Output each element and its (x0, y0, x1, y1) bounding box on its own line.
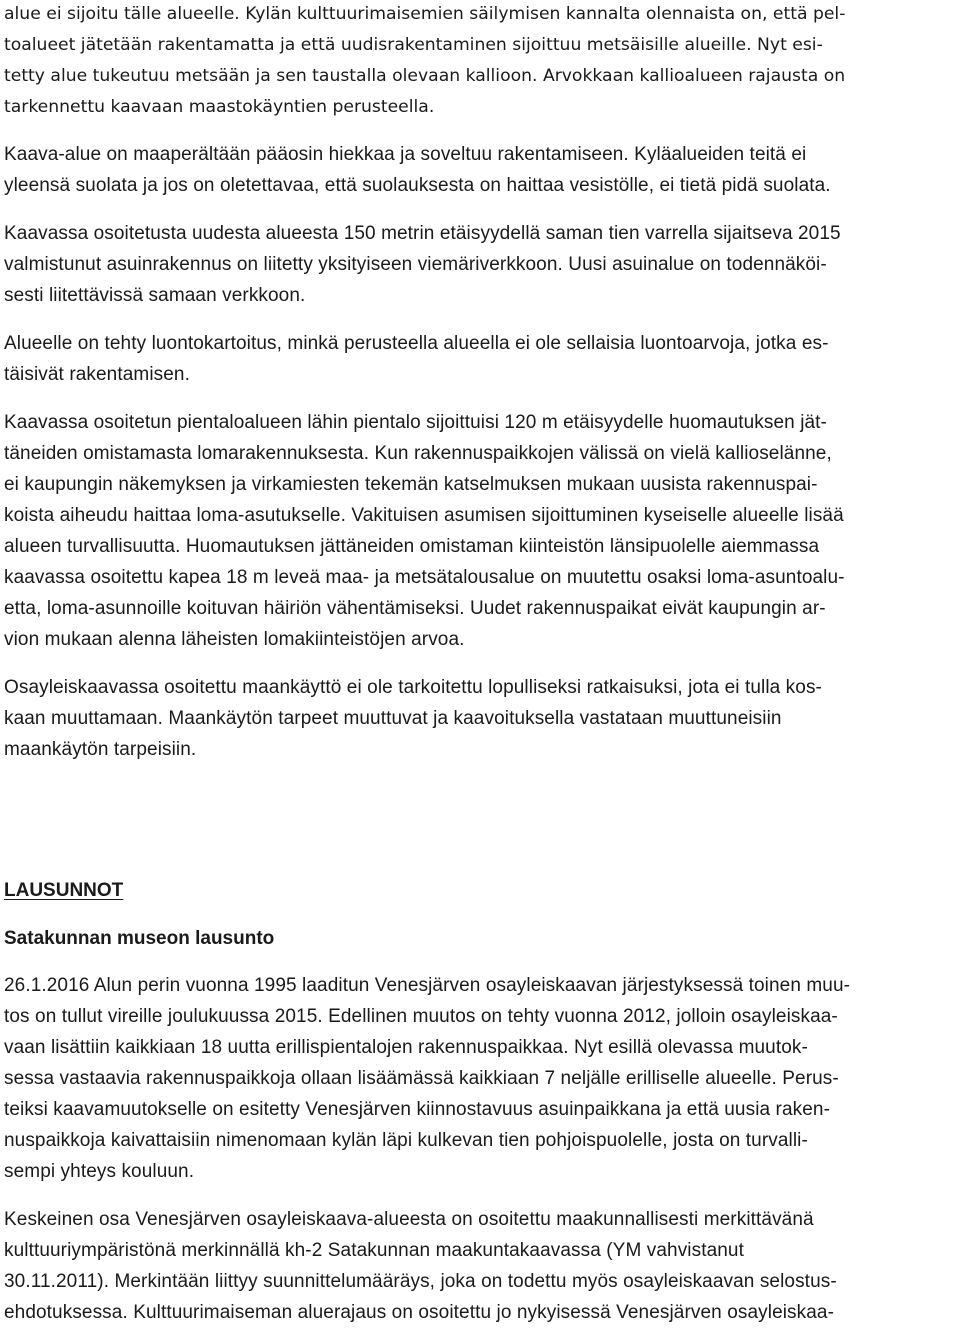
text-line: yleensä suolata ja jos on oletettavaa, että suolauksesta on haittaa vesistölle, ei tietä pidä suolata. (4, 175, 831, 196)
text-line: Osayleiskaavassa osoitettu maankäyttö ei ole tarkoitettu lopulliseksi ratkaisuksi, jota ei tulla kos- (4, 677, 822, 698)
text-line: Alueelle on tehty luontokartoitus, minkä perusteella alueella ei ole sellaisia luontoarvoja, jotka es- (4, 333, 829, 354)
section-heading: LAUSUNNOT (4, 880, 124, 901)
text-line: koista aiheudu haittaa loma-asutukselle. Vakituisen asumisen sijoittuminen kyseiselle alueelle lisää (4, 505, 844, 526)
text-line: kaan muuttamaan. Maankäytön tarpeet muuttuvat ja kaavoituksella vastataan muuttuneisiin (4, 708, 782, 729)
text-line: ehdotuksessa. Kulttuurimaiseman aluerajaus on osoitettu jo nykyisessä Venesjärven osayleiskaa- (4, 1302, 835, 1323)
text-line: sessa vastaavia rakennuspaikkoja ollaan lisäämässä kaikkiaan 7 neljälle erilliselle alueelle. Perus- (4, 1068, 839, 1089)
text-line: vion mukaan alenna läheisten lomakiinteistöjen arvoa. (4, 629, 465, 650)
text-line: tos on tullut vireille joulukuussa 2015. Edellinen muutos on tehty vuonna 2012, jolloin osayleiskaa- (4, 1006, 838, 1027)
text-line: sesti liitettävissä samaan verkkoon. (4, 285, 306, 306)
text-line: kaavassa osoitettu kapea 18 m leveä maa- ja metsätalousalue on muutettu osaksi loma-asuntoalu- (4, 567, 845, 588)
text-line: 30.11.2011). Merkintään liittyy suunnittelumääräys, joka on todettu myös osayleiskaavan selostus- (4, 1271, 837, 1292)
text-line: Kaavassa osoitetun pientaloalueen lähin pientalo sijoittuisi 120 m etäisyydelle huomautuksen jät- (4, 412, 827, 433)
text-line: Kaavassa osoitetusta uudesta alueesta 150 metrin etäisyydellä saman tien varrella sijaitseva 2015 (4, 223, 841, 244)
text-line: nuspaikkoja kaivattaisiin nimenomaan kylän läpi kulkevan tien pohjoispuolelle, josta on turvalli- (4, 1130, 808, 1151)
text-line: Kaava-alue on maaperältään pääosin hiekkaa ja soveltuu rakentamiseen. Kyläalueiden teitä ei (4, 144, 807, 165)
text-line: toalueet jätetään rakentamatta ja että uudisrakentaminen sijoittuu metsäisille alueille. Nyt esi- (4, 35, 823, 55)
text-line: kulttuuriympäristönä merkinnällä kh-2 Satakunnan maakuntakaavassa (YM vahvistanut (4, 1240, 744, 1261)
text-line: 26.1.2016 Alun perin vuonna 1995 laaditun Venesjärven osayleiskaavan järjestyksessä toinen muu- (4, 975, 851, 996)
text-line: sempi yhteys kouluun. (4, 1161, 195, 1182)
text-line: tetty alue tukeutuu metsään ja sen taustalla olevaan kallioon. Arvokkaan kallioalueen rajausta on (4, 66, 846, 86)
text-line: Keskeinen osa Venesjärven osayleiskaava-alueesta on osoitettu maakunnallisesti merkittävänä (4, 1209, 814, 1230)
text-line: valmistunut asuinrakennus on liitetty yksityiseen viemäriverkkoon. Uusi asuinalue on todennäköi- (4, 254, 827, 275)
text-line: alue ei sijoitu tälle alueelle. Kylän kulttuurimaisemien säilymisen kannalta olennaista on, että pel- (4, 4, 846, 24)
text-line: ei kaupungin näkemyksen ja virkamiesten tekemän katselmuksen mukaan uusista rakennuspai- (4, 474, 818, 495)
text-line: etta, loma-asunnoille koituvan häiriön vähentämiseksi. Uudet rakennuspaikat eivät kaupungin ar- (4, 598, 826, 619)
subheading: Satakunnan museon lausunto (4, 928, 275, 949)
text-line: täisivät rakentamisen. (4, 364, 190, 385)
text-line: täneiden omistamasta lomarakennuksesta. Kun rakennuspaikkojen välissä on vielä kallioselänne, (4, 443, 832, 464)
text-line: tarkennettu kaavaan maastokäyntien perusteella. (4, 97, 435, 117)
text-line: alueen turvallisuutta. Huomautuksen jättäneiden omistaman kiinteistön länsipuolelle aiemmassa (4, 536, 820, 557)
text-line: vaan lisättiin kaikkiaan 18 uutta erillispientalojen rakennuspaikkaa. Nyt esillä olevassa muutok- (4, 1037, 808, 1058)
text-line: maankäytön tarpeisiin. (4, 739, 197, 760)
text-line: teiksi kaavamuutokselle on esitetty Venesjärven kiinnostavuus asuinpaikkana ja että uusia raken- (4, 1099, 831, 1120)
